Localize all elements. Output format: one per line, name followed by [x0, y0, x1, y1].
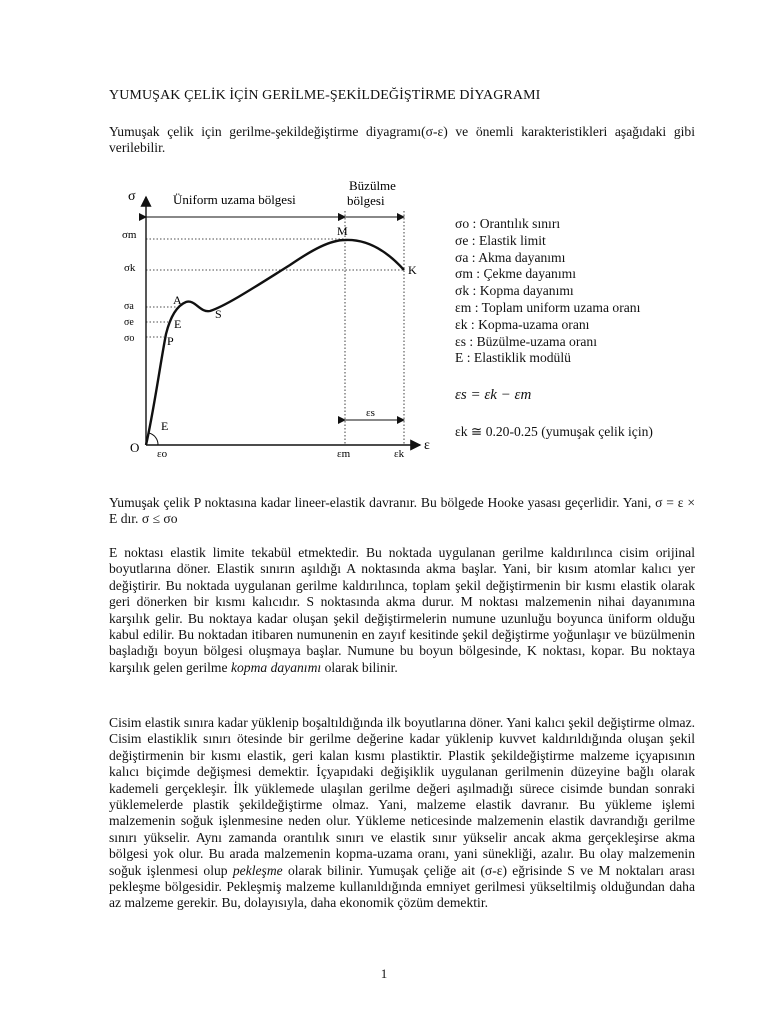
legend-description: : Toplam uniform uzama oranı [471, 299, 641, 315]
ek-range-note: εk ≅ 0.20-0.25 (yumuşak çelik için) [455, 424, 653, 439]
yield-paragraph-emphasis: kopma dayanımı [230, 659, 322, 675]
legend-description: : Akma dayanımı [468, 249, 566, 265]
legend-description: : Orantılık sınırı [469, 216, 561, 231]
tick-sigma-k: σk [124, 262, 136, 274]
point-s-label: S [215, 307, 222, 321]
hardening-paragraph [109, 715, 695, 912]
legend-item [455, 250, 640, 267]
legend-item [455, 283, 640, 300]
point-m-label: M [337, 224, 348, 238]
necking-region-label-1: Büzülme [349, 178, 396, 193]
point-k-label: K [408, 263, 417, 277]
legend-symbol: σa [455, 249, 469, 265]
modulus-angle-arc [149, 433, 158, 445]
eps-s-label: εs [366, 407, 375, 419]
legend-description: : Kopma dayanımı [469, 283, 574, 299]
legend-symbol: εs [455, 333, 466, 349]
legend-symbol: E [455, 350, 464, 366]
x-axis-label: ε [424, 438, 430, 453]
origin-label: O [130, 440, 140, 455]
page-title: YUMUŞAK ÇELİK İÇİN GERİLME-ŞEKİLDEĞİŞTİRME DİYAGRAMI [109, 88, 541, 103]
legend-description: : Kopma-uzama oranı [467, 316, 590, 332]
point-p-label: P [167, 334, 174, 348]
hooke-paragraph: Yumuşak çelik P noktasına kadar lineer-elastik davranır. Bu bölgede Hooke yasası geçerlidir. Yani, σ = ε × E dır. σ ≤ σo [109, 495, 695, 527]
tick-eps-m: εm [337, 448, 351, 460]
legend-symbol: εm [455, 299, 472, 315]
tick-sigma-m: σm [122, 229, 137, 241]
legend-description: : Büzülme-uzama oranı [466, 333, 597, 349]
yield-paragraph-text-a: E noktası elastik limite tekabül etmektedir. Bu noktada uygulanan gerilme kaldırılınca cisim orijinal boyutlarına döner. Elastik sınırın aşıldığı A noktasında akma başlar. Yani, bir kısım atomlar kalıcı yer değiştirir. Bu noktada uygulanan gerilme kaldırılınca, toplam şekil değiştirmenin bir kısmı elastik olarak geri dönerken bir kısmı kalıcıdır. S noktasında akma durur. M noktası malzemenin nihai dayanımına karşılık gelir. Bu noktaya kadar oluşan şekil değiştirmelerin numune uzunluğu boyunca üniform olduğu kabul edilir. Bu noktadan itibaren numunenin en zayıf kesitinde şekil değiştirme yoğunlaşır ve büzülmenin başladığı boyun bölgesi oluşmaya başlar. Numune bu boyun bölgesinde, K noktası, kopar. Bu noktaya karşılık gelen gerilme [109, 545, 695, 675]
symbol-legend [455, 216, 640, 367]
hardening-paragraph-text-b: olarak bilinir. Yumuşak çeliğe ait (σ-ε) eğrisinde S ve M noktaları arası pekleşme bölgesidir. Pekleşmiş malzeme kullanıldığında emniyet gerilmesi yükseltilmiş olduğundan daha az malzeme gerekir. Bu, dolayısıyla, daha ekonomik çözüm demektir. [109, 862, 695, 911]
yield-paragraph [109, 545, 695, 676]
legend-symbol: σo [455, 216, 470, 231]
legend-description: : Elastik limit [468, 232, 546, 248]
legend-description: : Çekme dayanımı [472, 266, 576, 282]
legend-symbol: εk [455, 316, 468, 332]
y-axis-label: σ [128, 189, 136, 204]
legend-symbol: σm [455, 266, 473, 282]
necking-strain-formula: εs = εk − εm [455, 387, 532, 403]
intro-paragraph: Yumuşak çelik için gerilme-şekildeğiştirme diyagramı(σ-ε) ve önemli karakteristikleri aşağıdaki gibi verilebilir. [109, 124, 695, 156]
legend-symbol: σk [455, 283, 470, 299]
legend-item [455, 334, 640, 351]
tick-sigma-e: σe [124, 317, 134, 328]
uniform-region-label: Üniform uzama bölgesi [173, 192, 296, 207]
modulus-label: E [161, 419, 169, 433]
tick-eps-o: εo [157, 448, 168, 460]
legend-item [455, 317, 640, 334]
tick-eps-k: εk [394, 448, 405, 460]
necking-region-label-2: bölgesi [347, 193, 385, 208]
hardening-paragraph-emphasis: pekleşme [232, 862, 283, 878]
yield-paragraph-text-b: olarak bilinir. [321, 659, 398, 675]
legend-item [455, 266, 640, 283]
legend-item [455, 216, 640, 233]
hardening-paragraph-text-a: Cisim elastik sınıra kadar yüklenip boşaltıldığında ilk boyutlarına döner. Yani kalıcı şekil değiştirme olmaz. Cisim elastiklik sınırı ötesinde bir gerilme değerine kadar yüklenip kuvvet kaldırıldığında oluşan şekil değiştirmenin bir kısmı elastik, geri kalan kısmı plastiktir. Plastik şekildeğiştirme malzeme içyapısının kalıcı biçimde değişmesi demektir. İçyapıdaki değişiklik uygulanan gerilmenin düzeyine bağlı olarak kademeli gerçekleşir. İlk yüklemede ulaşılan gerilme değeri aşılmadığı sürece cisimde bundan sonraki yüklemelerde plastik şekildeğiştirme olmaz. Yani, malzeme elastik davranır. Bu yükleme işlemi malzemenin soğuk işlenmesine neden olur. Yükleme neticesinde malzemenin elastik davrandığı gerilme sınırı yükselir. Aynı zamanda orantılık sınırı ve elastik sınır yükselir ancak akma gerçekleşirse akma bölgesi yok olur. Bu arada malzemenin kopma-uzama oranı, yani sünekliği, azalır. Bu olay malzemenin soğuk işlenmesi olup [109, 715, 695, 878]
legend-description: : Elastiklik modülü [463, 350, 571, 366]
legend-item [455, 233, 640, 250]
tick-sigma-a: σa [124, 301, 134, 312]
point-e-label: E [174, 317, 182, 331]
page-number: 1 [380, 966, 388, 981]
legend-item [455, 350, 640, 367]
point-a-label: A [173, 293, 182, 307]
legend-item [455, 300, 640, 317]
tick-sigma-o: σo [124, 333, 135, 344]
legend-symbol: σe [455, 232, 469, 248]
